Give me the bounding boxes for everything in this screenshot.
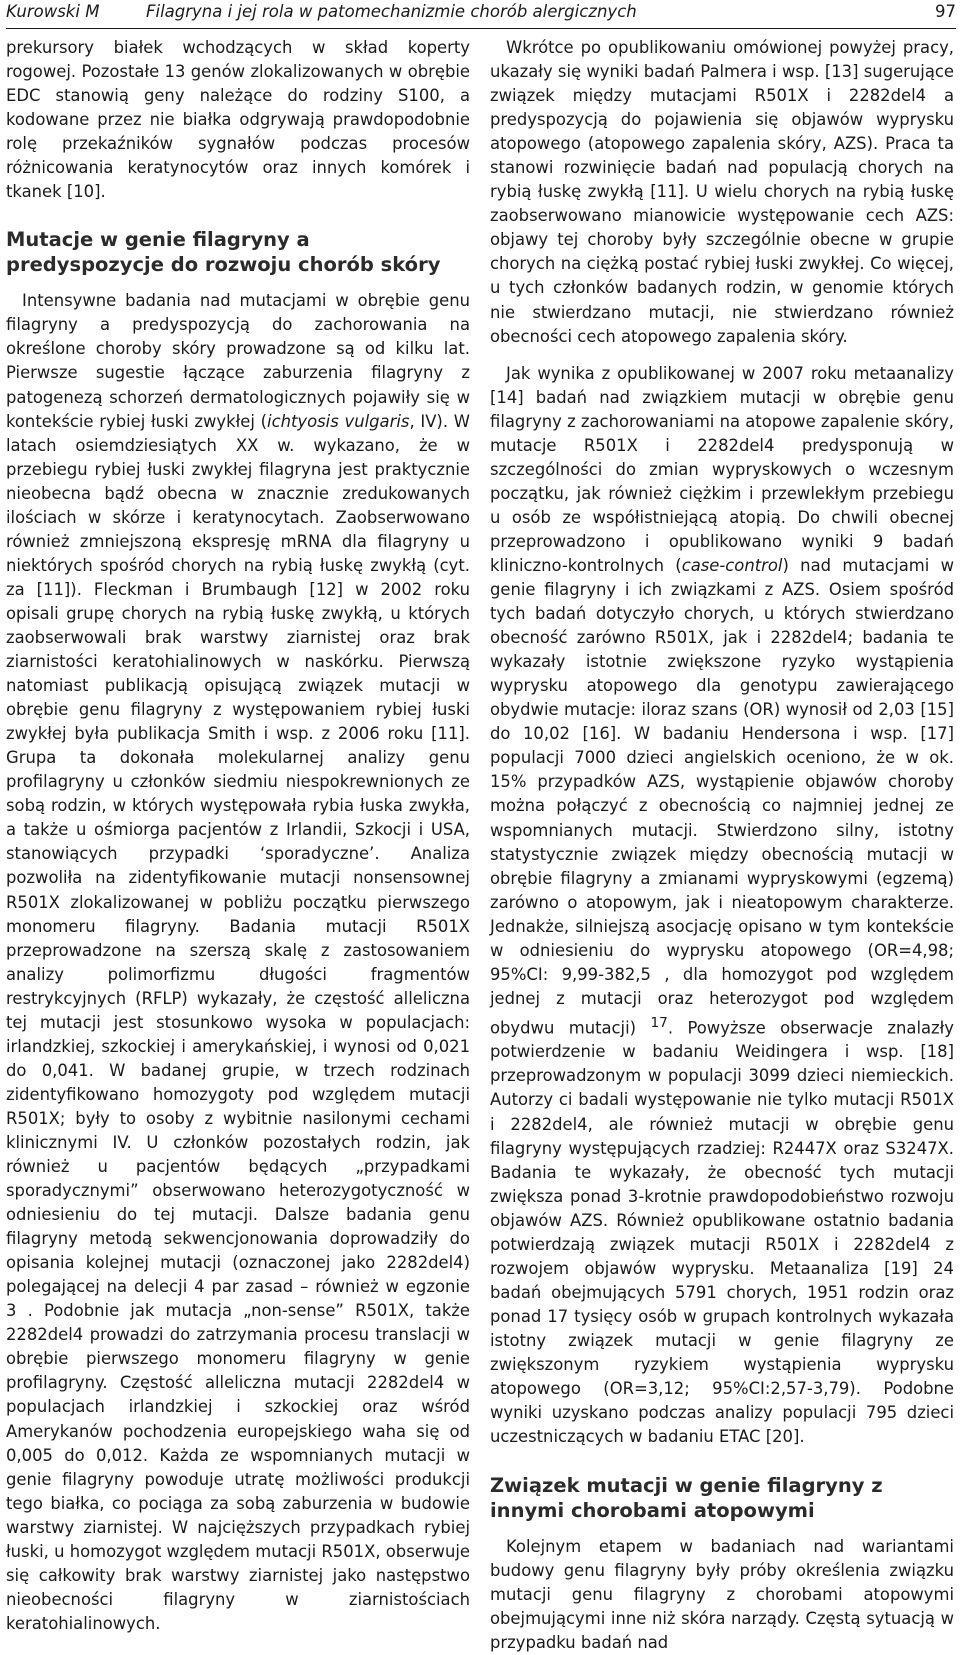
page-number: 97 [935, 2, 956, 21]
right-paragraph-2-part-a: Jak wynika z opublikowanej w 2007 roku metaanalizy [14] badań nad związkiem mutacji w obrębie genu filagryny z zachorowaniami na atopowe zapalenie skóry, mutacje R501X i 2282del4 predysponują w szczególności do zmian wypryskowych o wczesnym początku, jak również ciężkim i przewlekłym przebiegu u osób ze współistniejącą atopią. Do chwili obecnej przeprowadzono i opublikowano wyniki 9 badań kliniczno-kontrolnych ( [490, 363, 954, 575]
right-paragraph-2-italic: case-control [681, 555, 783, 575]
right-paragraph-3: Kolejnym etapem w badaniach nad wariantami budowy genu filagryny były próby określenia związku mutacji genu filagryny z chorobami atopowymi obejmującymi inne niż skóra narządy. Częstą sytuacją w przypadku badań nad [490, 1537, 954, 1653]
header-running-title: Filagryna i jej rola w patomechanizmie chorób alergicznych [146, 2, 637, 21]
left-paragraph-2-part-a: Intensywne badania nad mutacjami w obrębie genu filagryny a predyspozycją do zachorowania na określone choroby skóry prowadzone są od kilku lat. Pierwsze sugestie łączące zaburzenia filagryny z patogenezą schorzeń dermatologicznych pojawiły się w kontekście rybiej łuski zwykłej ( [6, 291, 470, 431]
page-header [6, 0, 956, 29]
right-paragraph-2-part-c: . Powyższe obserwacje znalazły potwierdzenie w badaniu Weidingera i wsp. [18] przeprowadzonym w populacji 3099 dzieci niemieckich. Autorzy ci badali występowanie nie tylko mutacji R501X i 2282del4, ale również mutacji w obrębie genu filagryny występujących rzadziej: R2447X oraz S3247X. Badania te wykazały, że obecność tych mutacji zwiększa ponad 3-krotnie prawdopodobieństwo rozwoju objawów AZS. Również opublikowane ostatnio badania potwierdzają związek mutacji R501X i 2282del4 z rozwojem objawów wyprysku. Metaanaliza [19] 24 badań obejmujących 5791 chorych, 1951 rodzin oraz ponad 17 tysięcy osób w grupach kontrolnych wykazała istotny związek mutacji w genie filagryny ze zwiększonym ryzykiem wystąpienia wyprysku atopowego (OR=3,12; 95%CI:2,57-3,79). Podobne wyniki uzyskano podczas analizy populacji 795 dzieci uczestniczących w badaniu ETAC [20]. [490, 1018, 955, 1447]
left-column [6, 36, 470, 1636]
left-paragraph-2-italic: ichtyosis vulgaris [267, 411, 410, 431]
right-column [490, 36, 954, 1655]
right-paragraph-2-superscript: 17 [650, 1014, 668, 1031]
section-heading-mutations: Mutacje w genie filagryny a predyspozycje do rozwoju chorób skóry [6, 228, 441, 276]
right-paragraph-1: Wkrótce po opublikowaniu omówionej powyżej pracy, ukazały się wyniki badań Palmera i wsp. [13] sugerujące związek między mutacjami R501X i 2282del4 a predyspozycją do pojawienia się objawów wyprysku atopowego (atopowego zapalenia skóry, AZS). Praca ta stanowi rozwinięcie badań nad populacją chorych na rybią łuskę zwykłą [11]. U wielu chorych na rybią łuskę zaobserwowano mianowicie występowanie cech AZS: objawy tej choroby były szczególnie obecne w grupie chorych na ciężką postać rybiej łuski zwykłej. Co więcej, u tych członków badanych rodzin, w genomie których nie stwierdzano mutacji, nie stwierdzano również obecności cech atopowego zapalenia skóry. [490, 38, 954, 346]
right-paragraph-2 [490, 362, 954, 1450]
right-paragraph-2-part-b: ) nad mutacjami w genie filagryny i ich związkami z AZS. Osiem spośród tych badań dotyczyło chorych, u których stwierdzano obecność zarówno R501X, jak i 2282del4; badania te wykazały istotnie zwiększone ryzyko wystąpienia wyprysku atopowego dla genotypu zawierającego obydwie mutacje: iloraz szans (OR) wynosił od 2,03 [15] do 10,02 [16]. W badaniu Hendersona i wsp. [17] populacji 7000 dzieci angielskich oceniono, że w ok. 15% przypadków AZS, wystąpienie objawów choroby można połączyć z obecnością co najmniej jednej ze wspomnianych mutacji. Stwierdzono silny, istotny statystycznie związek między obecnością mutacji w obrębie filagryny a zmianami wypryskowymi (egzemą) zarówno o atopowym, jak i nieatopowym charakterze. Jednakże, silniejszą asocjację opisano w tym kontekście w odniesieniu do wyprysku atopowego (OR=4,98; 95%CI: 9,99-382,5 , dla homozygot pod względem jednej z mutacji oraz heterozygot pod względem obydwu mutacji) [490, 555, 954, 1038]
header-authors: Kurowski M [6, 2, 100, 21]
left-paragraph-2-part-b: , IV). W latach osiemdziesiątych XX w. wykazano, że w przebiegu rybiej łuski zwykłej filagryna jest praktycznie nieobecna bądź obecna w znacznie zredukowanych ilościach w skórze i keratynocytach. Zaobserwowano również zmniejszoną ekspresję mRNA dla filagryny u niektórych spośród chorych na rybią łuskę zwykłą (cyt. za [11]). Fleckman i Brumbaugh [12] w 2002 roku opisali grupę chorych na rybią łuskę zwykłą, u których zaobserwowali brak warstwy ziarnistej oraz brak ziarnistości keratohialinowych w naskórku. Pierwszą natomiast publikacją opisującą związek mutacji w obrębie genu filagryny z występowaniem rybiej łuski zwykłej była publikacja Smith i wsp. z 2006 roku [11]. Grupa ta dokonała molekularnej analizy genu profilagryny u członków siedmiu niespokrewnionych ze sobą rodzin, w których występowała rybia łuska zwykła, a także u ośmiorga pacjentów z Irlandii, Szkocji i USA, stanowiących przypadki ‘sporadyczne’. Analiza pozwoliła na zidentyfikowanie mutacji nonsensownej R501X zlokalizowanej w pobliżu początku pierwszego monomeru filagryny. Badania mutacji R501X przeprowadzone na szerszą skalę z zastosowaniem analizy polimorfizmu długości fragmentów restrykcyjnych (RFLP) wykazały, że częstość alleliczna tej mutacji jest stosunkowo wysoka w populacjach: irlandzkiej, szkockiej i amerykańskiej, i wynosi od 0,021 do 0,041. W badanej grupie, w trzech rodzinach zidentyfikowano homozygoty pod względem mutacji R501X; były to osoby z wybitnie nasilonymi cechami klinicznymi IV. U członków pozostałych rodzin, jak również u pacjentów będących „przypadkami sporadycznymi” obserwowano heterozygotyczność w odniesieniu do tej mutacji. Dalsze badania genu filagryny metodą sekwencjonowania doprowadziły do opisania kolejnej mutacji (oznaczonej jako 2282del4) polegającej na delecji 4 par zasad – również w egzonie 3 . Podobnie jak mutacja „non-sense” R501X, także 2282del4 prowadzi do zatrzymania procesu translacji w obrębie pierwszego monomeru filagryny w genie profilagryny. Częstość alleliczna mutacji 2282del4 w populacjach irlandzkiej i szkockiej oraz wśród Amerykanów pochodzenia europejskiego waha się od 0,005 do 0,012. Każda ze wspomnianych mutacji w genie filagryny powoduje utratę możliwości produkcji tego białka, co pociąga za sobą zaburzenia w budowie warstwy ziarnistej. W najcięższych przypadkach rybiej łuski, u homozygot względem mutacji R501X, obserwuje się całkowity brak warstwy ziarnistej jako następstwo nieobecności filagryny w ziarnistościach keratohialinowych. [6, 411, 470, 1633]
section-heading-atopic-diseases: Związek mutacji w genie filagryny z innymi chorobami atopowymi [490, 1474, 883, 1522]
left-paragraph-1: prekursory białek wchodzących w skład koperty rogowej. Pozostałe 13 genów zlokalizowanych w obrębie EDC stanowią geny należące do rodziny S100, a kodowane przez nie białka odgrywają prawdopodobnie rolę przekaźników sygnałów podczas procesów różnicowania keratynocytów oraz innych komórek i tkanek [10]. [6, 38, 470, 202]
left-paragraph-2 [6, 289, 470, 1636]
